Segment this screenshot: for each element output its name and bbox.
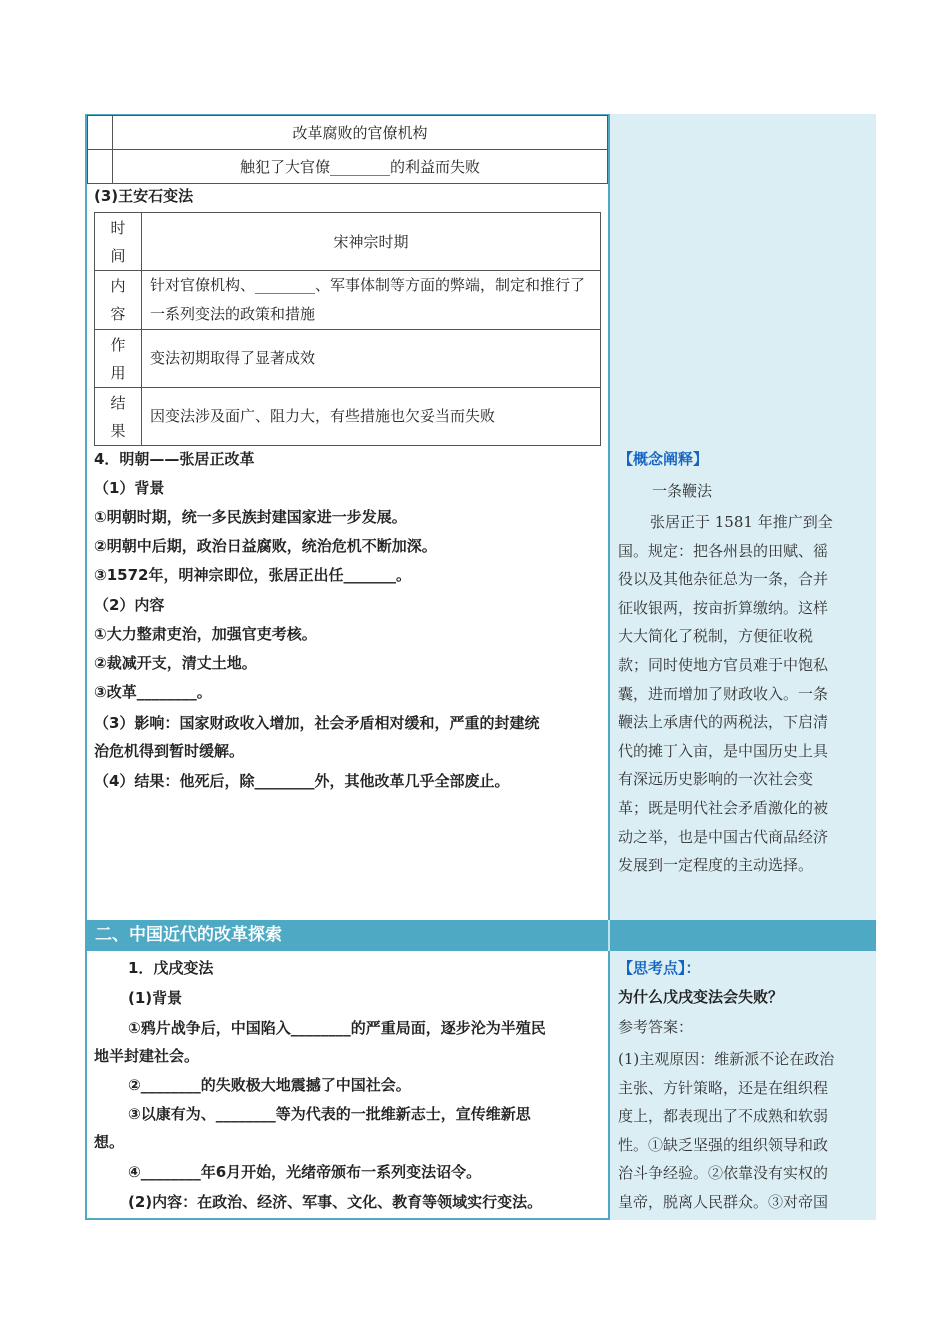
ming-ct1: ①大力整肃吏治，加强官吏考核。 [94,625,317,643]
wang-label-result: 结 果 [95,388,142,446]
concept-line: 代的摊丁入亩，是中国历史上具 [618,741,829,760]
ming-bg3: ③1572年，明神宗即位，张居正出任_______。 [94,566,411,584]
ming-effect-line1: （3）影响：国家财政收入增加，社会矛盾相对缓和，严重的封建统 [94,714,540,732]
wuxu-line4: ③以康有为、________等为代表的一批维新志士，宣传维新思 [128,1105,531,1123]
ming-effect-line2: 治危机得到暂时缓解。 [94,742,245,760]
wang-text-content: 针对官僚机构、________、军事体制等方面的弊端，制定和推行了一系列变法的政策和措施 [142,271,601,330]
concept-line: 张居正于 1581 年推广到全 [650,513,833,531]
ming-bg1: ①明朝时期，统一多民族封建国家进一步发展。 [94,508,407,526]
think-line: (1)主观原因：维新派不论在政治 [618,1050,835,1068]
top-table-row1: 改革腐败的官僚机构 [113,116,608,150]
concept-title: 【概念阐释】 [618,450,709,468]
think-line: 主张、方针策略，还是在组织程 [618,1078,829,1097]
concept-line: 囊，进而增加了财政收入。一条 [618,684,829,703]
concept-line: 征收银两，按亩折算缴纳。这样 [618,598,829,617]
concept-line: 国。规定：把各州县的田赋、徭 [618,541,829,560]
think-ref: 参考答案： [618,1018,694,1036]
wuxu-line3: ②________的失败极大地震撼了中国社会。 [128,1076,411,1094]
concept-line: 役以及其他杂征总为一条，合并 [618,570,829,589]
wuxu-line5: 想。 [94,1133,125,1151]
ming-heading: 4．明朝——张居正改革 [94,450,255,468]
top-table-row2: 触犯了大官僚________的利益而失败 [113,150,608,184]
wang-heading: (3)王安石变法 [94,187,194,205]
ming-ct2: ②裁减开支，清丈土地。 [94,654,257,672]
concept-line: 款；同时使地方官员难于中饱私 [618,655,829,674]
wang-label-content: 内 容 [95,271,142,330]
wang-label-time: 时 间 [95,213,142,271]
wuxu-bg-title: (1)背景 [128,989,183,1007]
wang-label-effect: 作 用 [95,330,142,388]
ming-bg-title: （1）背景 [94,479,165,497]
wuxu-line6: ④________年6月开始，光绪帝颁布一系列变法诏令。 [128,1163,482,1181]
wuxu-line7: (2)内容：在政治、经济、军事、文化、教育等领域实行变法。 [128,1193,543,1211]
think-title: 【思考点】： [618,959,701,977]
think-body [618,1045,868,1217]
concept-line: 动之举，也是中国古代商品经济 [618,827,829,846]
concept-line: 鞭法上承唐代的两税法，下启清 [618,713,829,732]
ming-result: （4）结果：他死后，除________外，其他改革几乎全部废止。 [94,772,510,790]
concept-line: 大大简化了税制，方便征收税 [618,627,814,646]
wang-text-result: 因变法涉及面广、阻力大，有些措施也欠妥当而失败 [142,388,601,446]
think-question: 为什么戊戌变法会失败？ [618,988,784,1006]
wuxu-line2: 地半封建社会。 [94,1047,200,1065]
wang-table [94,212,601,446]
concept-line: 发展到一定程度的主动选择。 [618,856,814,875]
top-table [87,115,608,184]
ming-content-title: （2）内容 [94,596,165,614]
section-band [85,920,876,951]
section-title: 二、中国近代的改革探索 [95,925,282,945]
concept-line: 革；既是明代社会矛盾激化的被 [618,798,829,817]
concept-body [618,508,868,880]
concept-line: 有深远历史影响的一次社会变 [618,770,814,789]
think-line: 皇帝，脱离人民群众。③对帝国 [618,1192,829,1211]
ming-bg2: ②明朝中后期，政治日益腐败，统治危机不断加深。 [94,537,437,555]
think-line: 性。①缺乏坚强的组织领导和政 [618,1135,829,1154]
wang-text-time: 宋神宗时期 [142,213,601,271]
wuxu-line1: ①鸦片战争后，中国陷入________的严重局面，逐步沦为半殖民 [128,1019,546,1037]
think-line: 治斗争经验。②依靠没有实权的 [618,1164,829,1183]
wuxu-heading: 1．戊戌变法 [128,959,214,977]
wang-text-effect: 变法初期取得了显著成效 [142,330,601,388]
think-line: 度上，都表现出了不成熟和软弱 [618,1107,829,1126]
ming-ct3: ③改革________。 [94,683,212,701]
concept-term: 一条鞭法 [652,482,713,500]
